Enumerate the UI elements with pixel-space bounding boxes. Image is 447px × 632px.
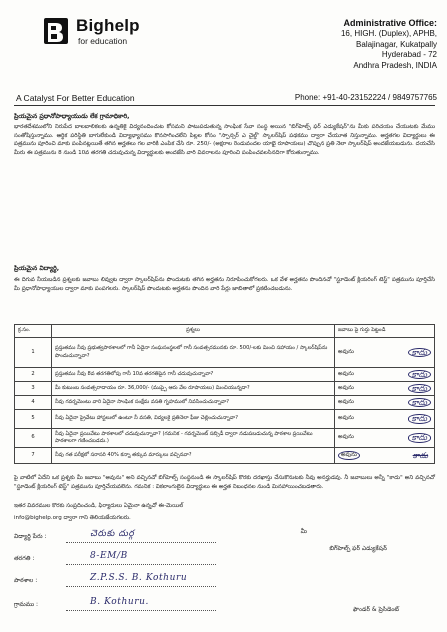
question-text: నీవు ఏదైనా ప్రయివేటు పాఠశాలలో చదువుచున్నావా? (గమనిక - గవర్నమెంట్ సబ్సిడీ ద్వారా నడుపబడుచున్న పాఠశాల ప్రయివేటు పాఠశాలగా గణించబడదు.)	[52, 429, 335, 448]
field-label-class: తరగతి :	[14, 555, 35, 562]
field-underline	[66, 610, 216, 611]
row-number: 3	[15, 382, 52, 396]
table-row	[15, 338, 435, 368]
answer-yes-option[interactable]: అవును	[338, 434, 354, 441]
col-header-questions: ప్రశ్నలు	[52, 325, 335, 338]
field-underline	[66, 542, 216, 543]
table-row	[15, 396, 435, 410]
answer-no-handwritten-mark[interactable]: కాదు	[408, 414, 431, 423]
header-divider	[14, 105, 435, 106]
field-underline	[66, 564, 216, 565]
answer-yes-option[interactable]: అవును	[338, 370, 354, 377]
col-header-number: క్ర.సం.	[15, 325, 52, 338]
salutation-student: ప్రియమైన విద్యార్థి,	[14, 265, 60, 272]
question-text: ప్రస్తుతము నీవు 8వ తరగతిలోపు గానీ 10వ తరగతిపైన గానీ చదువుచున్నావా?	[52, 368, 335, 382]
row-number: 6	[15, 429, 52, 448]
answer-no-handwritten-mark[interactable]: కాదు	[408, 398, 431, 407]
contact-email[interactable]: info@bighelp.org ద్వారా గాని తెలియజేయగలరు.	[14, 515, 131, 521]
office-title: Administrative Office:	[343, 18, 437, 28]
note-paragraph: పై వాటిలో ఏదేని ఒక ప్రశ్నకు మీ జవాబు "అవును" అని వచ్చినచో బిగ్‌హెల్ప్ సంస్థనుండి ఈ స్కాలర్‌షిప్ కొరకు దరఖాస్తు చేసుకొనుటకు నీవు అనర్హుడవు. నీ జవాబులు అన్నీ "కాదు" అని వచ్చినచో "స్టూడెంట్ క్లియరింగ్ టెస్ట్" పత్రమును పూర్తిచేయవలెను. గమనిక : వికలాంగులైన విద్యార్థులు ఈ అర్హత నిబంధనల నుండి మినహాయించబడతారు.	[14, 475, 435, 490]
table-row	[15, 429, 435, 448]
field-value-student-name[interactable]: చెరుకు దుర్గ	[90, 529, 135, 539]
row-number: 2	[15, 368, 52, 382]
signoff-title: ఫౌండర్ & ప్రెసిడెంట్	[352, 606, 399, 613]
office-line: 16, HIGH. (Duplex), APHB,	[340, 29, 437, 38]
contact-paragraph: ఇతర వివరముల కొరకు సంప్రదించండి, ఫిర్యాదులు ఏమైనా ఉన్నచో ఈ-మెయిల్	[14, 503, 184, 509]
row-number: 7	[15, 448, 52, 464]
office-address	[267, 17, 437, 71]
field-underline	[66, 586, 216, 587]
row-number: 1	[15, 338, 52, 368]
office-line: Hyderabad - 72	[381, 50, 437, 60]
phone-numbers: Phone: +91-40-23152224 / 9849757765	[294, 93, 437, 102]
table-row	[15, 448, 435, 464]
tagline: A Catalyst For Better Education	[16, 93, 135, 103]
brand-name: Bighelp	[76, 16, 140, 35]
row-number: 5	[15, 410, 52, 429]
field-label-student-name: విద్యార్థి పేరు :	[14, 533, 47, 540]
field-value-school[interactable]: Z.P.S.S. B. Kothuru	[90, 573, 188, 583]
field-label-village: గ్రామము :	[14, 601, 39, 608]
office-line: Andhra Pradesh, INDIA	[353, 60, 437, 70]
office-line: Balajinagar, Kukatpally	[356, 39, 437, 49]
signoff-yours: మీ	[300, 528, 307, 535]
col-header-answer: జవాబు పై గుర్తు పెట్టండి	[335, 325, 435, 338]
question-text: మీ కుటుంబ సంవత్సరాదాయం రూ. 36,000/- (ముప్పై ఆరు వేల రూపాయలు) మించియున్నదా?	[52, 382, 335, 396]
table-row	[15, 368, 435, 382]
field-value-village[interactable]: B. Kothuru.	[90, 597, 150, 607]
answer-no-handwritten-mark[interactable]: కాదు	[408, 384, 431, 393]
table-row	[15, 382, 435, 396]
question-text: నీవు గత పరీక్షలో సరాసరి 40% కన్నా తక్కువ మార్కులు వచ్చినవా?	[52, 448, 335, 464]
brand-subtitle: for education	[78, 36, 128, 46]
answer-no-handwritten-mark[interactable]: కాదు	[412, 450, 428, 460]
question-text: నీవు ఏదైనా ప్రైవేటు హాస్టలులో ఉంటూ నీ వసతి, విద్యలకై ప్రతినెలా ఫీజు చెల్లించుచున్నావా?	[52, 410, 335, 429]
bighelp-logo-icon	[40, 14, 72, 48]
instructions-paragraph: ఈ దిగువ నీయబడిన ప్రశ్నలకు జవాబు లివ్వుట ద్వారా స్కాలర్‌షిప్‌ను పొందుటకు తగిన అర్హతను నిరూపించుకోగలరు. ఒక వేళ అర్హతను పొందినచో "స్టూడెంట్ క్లియరింగ్ టెస్ట్" పత్రమును పూర్తిచేసి మీ ప్రధానోపాధ్యాయుల ద్వారా మాకు పంపగలరు. స్కాలర్‌షిప్ పొందుటకు అర్హతను పొందిన వారి పేర్లు జాబితాలో ప్రకటించబడును.	[14, 277, 435, 292]
answer-yes-option[interactable]: అవును	[338, 451, 360, 460]
intro-paragraph: భారతదేశములోని నిరుపేద బాలబాలికలకు ఉన్నతికై విద్యనందించుట కోసమని పాటుపడుతున్న సాంఘిక సేవా సంస్థ అయిన "బిగ్‌హెల్ప్ ఫర్ ఎడ్యుకేషన్"ను మీకు పరిచయం చేయుటకు మేము సంతోషిస్తున్నాము. ఆర్థిక పరిస్థితి బాగులేకుండి విద్యాభ్యాసము కొనసాగించలేని పిల్లల కోసం "స్పాన్సర్ ఎ చైల్డ్" స్కాలర్‌షిప్ పథకము ద్వారా చేయూత నిస్తున్నాము. అర్హతగల విద్యార్థులు ఈ పత్రమును పూరించి మాకు పంపినట్లయితే తగిన అర్హతలు గల వారికి ఎంపిక చేసి రూ. 250/- (అక్షరాల రెండువందల యాభై రూపాయలు) చొప్పున ప్రతి నెలా స్కాలర్‌షిప్ అందజేయబడును. దయచేసి మీరు ఈ పత్రమును 8 నుండి 10వ తరగతి చదువుచున్న విద్యార్థులకు అందజేసి వారి వివరాలను పూరించి పంపించవలసినదిగా కోరుతున్నాము.	[14, 124, 435, 156]
table-row	[15, 410, 435, 429]
answer-no-handwritten-mark[interactable]: కాదు	[408, 348, 431, 357]
field-value-class[interactable]: 8-EM/B	[90, 551, 128, 561]
answer-no-handwritten-mark[interactable]: కాదు	[408, 370, 431, 379]
table-header-row	[15, 325, 435, 338]
salutation-headmaster: ప్రియమైన ప్రధానోపాధ్యాయుడు లేక గ్రామాధికారి,	[14, 113, 130, 120]
eligibility-table	[14, 324, 435, 464]
answer-yes-option[interactable]: అవును	[338, 415, 354, 422]
answer-yes-option[interactable]: అవును	[338, 398, 354, 405]
signoff-organization: బిగ్‌హెల్ప్ ఫర్ ఎడ్యుకేషన్	[329, 545, 387, 552]
row-number: 4	[15, 396, 52, 410]
answer-no-handwritten-mark[interactable]: కాదు	[408, 433, 431, 442]
answer-yes-option[interactable]: అవును	[338, 348, 354, 355]
answer-yes-option[interactable]: అవును	[338, 384, 354, 391]
field-label-school: పాఠశాల :	[14, 577, 38, 584]
question-text: నీవు గవర్నమెంటు వారి ఏదైనా సాంఘిక సంక్షేమ వసతి గృహములో నివసించుచున్నావా?	[52, 396, 335, 410]
question-text: ప్రస్తుతము నీవు ప్రభుత్వపాఠశాలలో గానీ ఏదైనా సంఘసంస్థలలో గానీ సంవత్సరమునకు రూ. 500/-లకు మించి సహాయం / స్కాలర్‌షిప్‌ను పొందుచున్నావా?	[52, 338, 335, 368]
